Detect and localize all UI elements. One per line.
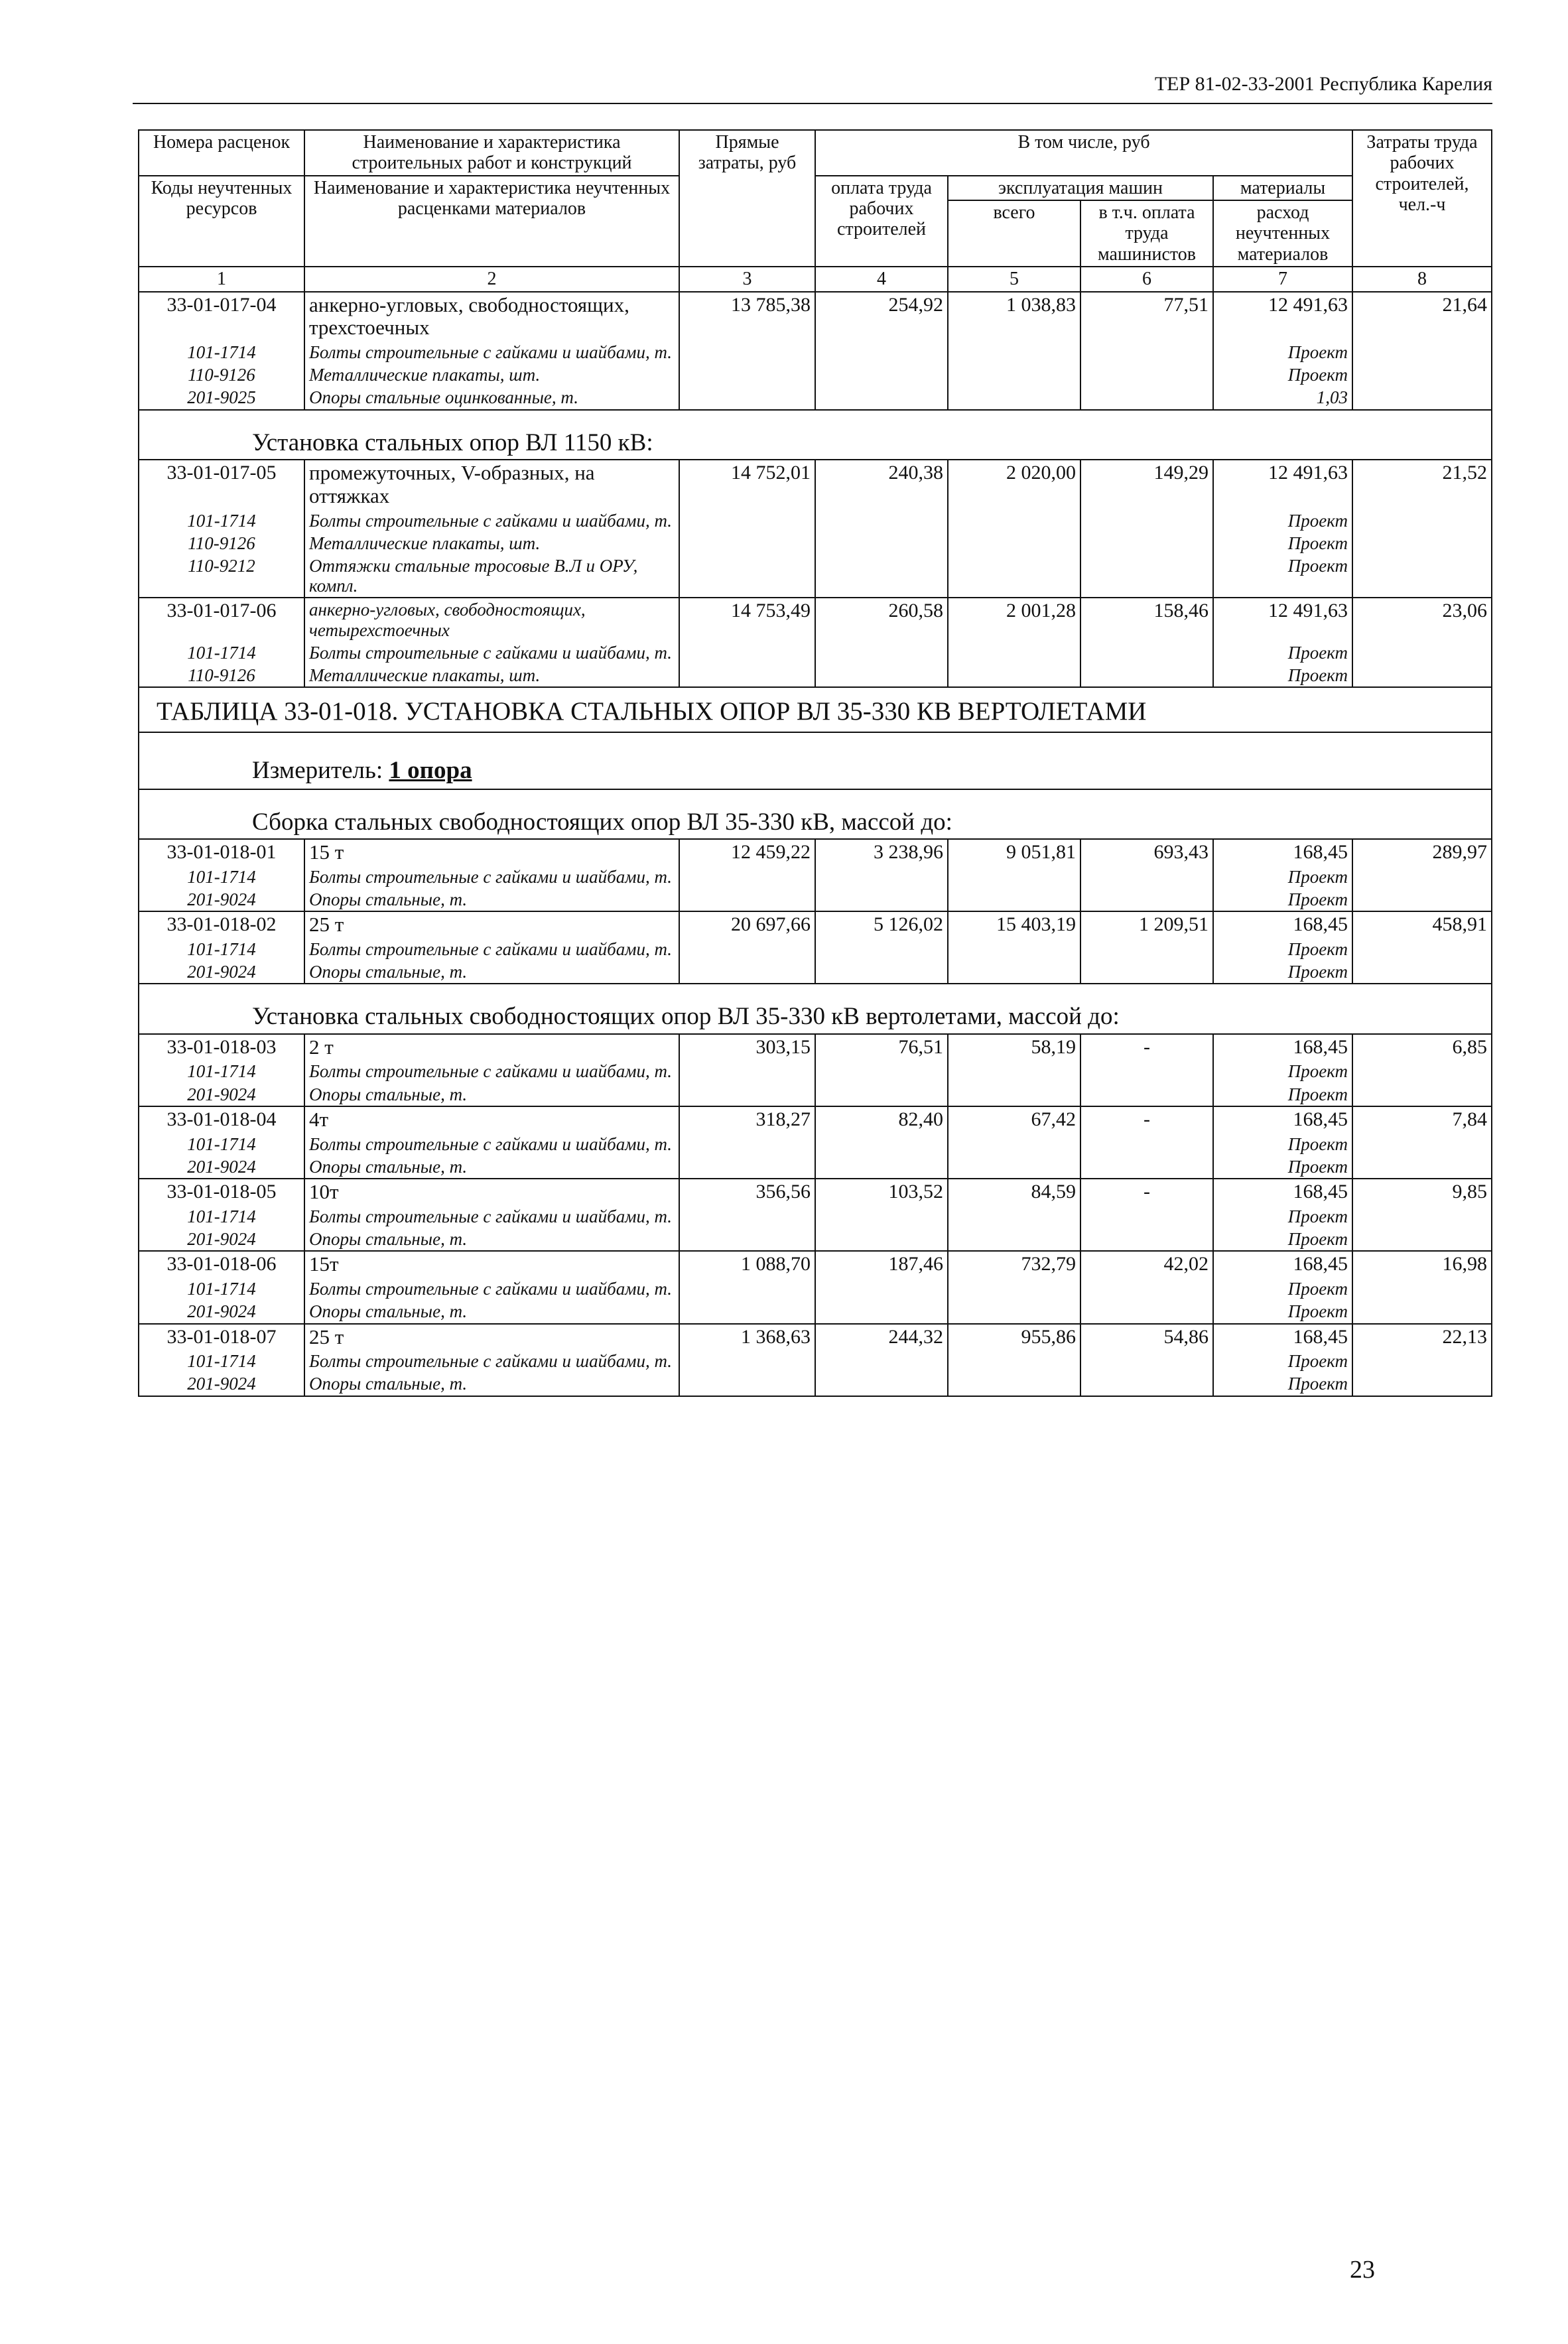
col-unaccounted-materials: расход неучтенных материалов [1213, 200, 1352, 267]
materials-value: 168,45 [1213, 911, 1352, 938]
resource-qty: Проект [1213, 866, 1352, 888]
resource-row [139, 1372, 1492, 1396]
header-rule [133, 103, 1492, 104]
resource-name: Опоры стальные, т. [304, 888, 679, 911]
meter-row [139, 732, 1492, 789]
machinist-wages: 54,86 [1080, 1324, 1213, 1350]
direct-costs: 13 785,38 [679, 292, 815, 341]
resource-row [139, 888, 1492, 911]
resource-row [139, 1300, 1492, 1323]
resource-qty: Проект [1213, 532, 1352, 554]
labor-hours: 21,64 [1352, 292, 1492, 341]
machinist-wages: - [1080, 1034, 1213, 1061]
worker-wages: 254,92 [815, 292, 948, 341]
header-row-2 [139, 176, 1492, 200]
resource-name: Болты строительные с гайками и шайбами, т. [304, 1205, 679, 1228]
resource-name: Опоры стальные, т. [304, 960, 679, 984]
labor-hours: 16,98 [1352, 1251, 1492, 1277]
work-name: 10т [304, 1179, 679, 1205]
direct-costs: 1 088,70 [679, 1251, 815, 1277]
resource-qty: 1,03 [1213, 386, 1352, 409]
resource-row [139, 1060, 1492, 1082]
machines-total: 67,42 [948, 1106, 1080, 1133]
resource-row [139, 664, 1492, 687]
work-name: 25 т [304, 911, 679, 938]
work-name: 15т [304, 1251, 679, 1277]
resource-qty: Проект [1213, 1277, 1352, 1300]
rate-row [139, 460, 1492, 509]
machines-total: 9 051,81 [948, 839, 1080, 866]
resource-name: Опоры стальные, т. [304, 1155, 679, 1179]
table-title-row [139, 687, 1492, 732]
materials-value: 168,45 [1213, 1179, 1352, 1205]
column-number: 8 [1352, 267, 1492, 291]
rate-code: 33-01-017-06 [139, 598, 304, 641]
resource-row [139, 960, 1492, 984]
col-work-name: Наименование и характеристика строительных работ и конструкций [304, 130, 679, 176]
materials-value: 168,45 [1213, 1251, 1352, 1277]
resource-row [139, 532, 1492, 554]
resource-code: 201-9024 [139, 888, 304, 911]
column-number: 3 [679, 267, 815, 291]
resource-name: Металлические плакаты, шт. [304, 664, 679, 687]
resource-qty: Проект [1213, 1133, 1352, 1155]
resource-qty: Проект [1213, 641, 1352, 664]
resource-qty: Проект [1213, 509, 1352, 532]
resource-row [139, 866, 1492, 888]
direct-costs: 12 459,22 [679, 839, 815, 866]
resource-code: 201-9024 [139, 1228, 304, 1251]
resource-code: 201-9024 [139, 1372, 304, 1396]
resource-name: Болты строительные с гайками и шайбами, т. [304, 1277, 679, 1300]
resource-name: Опоры стальные, т. [304, 1228, 679, 1251]
section-heading-row [139, 789, 1492, 839]
resource-name: Болты строительные с гайками и шайбами, т. [304, 341, 679, 363]
machines-total: 1 038,83 [948, 292, 1080, 341]
resource-qty: Проект [1213, 888, 1352, 911]
resource-row [139, 554, 1492, 598]
direct-costs: 14 752,01 [679, 460, 815, 509]
materials-value: 12 491,63 [1213, 598, 1352, 641]
resource-row [139, 1205, 1492, 1228]
worker-wages: 5 126,02 [815, 911, 948, 938]
resource-row [139, 509, 1492, 532]
machines-total: 58,19 [948, 1034, 1080, 1061]
rate-row [139, 839, 1492, 866]
meter [139, 732, 1492, 789]
column-number: 7 [1213, 267, 1352, 291]
column-number: 1 [139, 267, 304, 291]
col-worker-wages: оплата труда рабочих строителей [815, 176, 948, 267]
col-group-including: В том числе, руб [815, 130, 1352, 176]
resource-name: Болты строительные с гайками и шайбами, т. [304, 1060, 679, 1082]
resource-row [139, 1155, 1492, 1179]
worker-wages: 260,58 [815, 598, 948, 641]
direct-costs: 356,56 [679, 1179, 815, 1205]
resource-code: 101-1714 [139, 1277, 304, 1300]
rate-row [139, 292, 1492, 341]
rate-code: 33-01-018-07 [139, 1324, 304, 1350]
machines-total: 15 403,19 [948, 911, 1080, 938]
labor-hours: 21,52 [1352, 460, 1492, 509]
resource-row [139, 1133, 1492, 1155]
resource-name: Оттяжки стальные тросовые В.Л и ОРУ, компл. [304, 554, 679, 598]
resource-qty: Проект [1213, 363, 1352, 386]
rate-code: 33-01-018-01 [139, 839, 304, 866]
resource-code: 110-9212 [139, 554, 304, 598]
resource-qty: Проект [1213, 1372, 1352, 1396]
column-number: 5 [948, 267, 1080, 291]
column-number: 2 [304, 267, 679, 291]
resource-qty: Проект [1213, 341, 1352, 363]
resource-code: 110-9126 [139, 664, 304, 687]
section-title: Установка стальных свободностоящих опор ВЛ 35-330 кВ вертолетами, массой до: [139, 984, 1492, 1033]
work-name: 2 т [304, 1034, 679, 1061]
section-title: Сборка стальных свободностоящих опор ВЛ 35-330 кВ, массой до: [139, 789, 1492, 839]
resource-code: 110-9126 [139, 363, 304, 386]
resource-qty: Проект [1213, 664, 1352, 687]
section-title: Установка стальных опор ВЛ 1150 кВ: [139, 410, 1492, 460]
resource-row [139, 938, 1492, 960]
section-heading-row [139, 984, 1492, 1033]
resource-name: Болты строительные с гайками и шайбами, т. [304, 938, 679, 960]
resource-code: 101-1714 [139, 866, 304, 888]
resource-qty: Проект [1213, 1155, 1352, 1179]
machinist-wages: - [1080, 1106, 1213, 1133]
labor-hours: 9,85 [1352, 1179, 1492, 1205]
resource-row [139, 386, 1492, 409]
work-name: анкерно-угловых, свободностоящих, четырехстоечных [304, 598, 679, 641]
meter-label: Измеритель: [252, 757, 383, 785]
materials-value: 12 491,63 [1213, 292, 1352, 341]
resource-row [139, 1350, 1492, 1372]
column-number-row [139, 267, 1492, 291]
page-number: 23 [1350, 2256, 1375, 2284]
resource-qty: Проект [1213, 960, 1352, 984]
worker-wages: 187,46 [815, 1251, 948, 1277]
materials-value: 12 491,63 [1213, 460, 1352, 509]
rate-row [139, 598, 1492, 641]
column-number: 6 [1080, 267, 1213, 291]
worker-wages: 244,32 [815, 1324, 948, 1350]
rate-row [139, 1251, 1492, 1277]
resource-code: 201-9024 [139, 1155, 304, 1179]
rate-row [139, 1106, 1492, 1133]
resource-name: Болты строительные с гайками и шайбами, т. [304, 641, 679, 664]
col-machine-operation: эксплуатация машин [948, 176, 1213, 200]
resource-name: Болты строительные с гайками и шайбами, т. [304, 1350, 679, 1372]
direct-costs: 303,15 [679, 1034, 815, 1061]
materials-value: 168,45 [1213, 839, 1352, 866]
materials-value: 168,45 [1213, 1106, 1352, 1133]
machines-total: 2 020,00 [948, 460, 1080, 509]
resource-qty: Проект [1213, 1083, 1352, 1106]
resource-row [139, 1228, 1492, 1251]
worker-wages: 82,40 [815, 1106, 948, 1133]
col-machinist-wages: в т.ч. оплата труда машинистов [1080, 200, 1213, 267]
machinist-wages: 158,46 [1080, 598, 1213, 641]
work-name: 4т [304, 1106, 679, 1133]
rates-table [138, 129, 1492, 1397]
resource-code: 101-1714 [139, 938, 304, 960]
machinist-wages: 693,43 [1080, 839, 1213, 866]
resource-code: 110-9126 [139, 532, 304, 554]
labor-hours: 23,06 [1352, 598, 1492, 641]
rate-row [139, 1179, 1492, 1205]
col-rate-number: Номера расценок [139, 130, 304, 176]
rate-code: 33-01-018-05 [139, 1179, 304, 1205]
labor-hours: 6,85 [1352, 1034, 1492, 1061]
resource-qty: Проект [1213, 1205, 1352, 1228]
work-name: промежуточных, V-образных, на оттяжках [304, 460, 679, 509]
rate-row [139, 1324, 1492, 1350]
rate-code: 33-01-017-05 [139, 460, 304, 509]
col-materials: материалы [1213, 176, 1352, 200]
machinist-wages: - [1080, 1179, 1213, 1205]
resource-row [139, 341, 1492, 363]
resource-code: 201-9024 [139, 1083, 304, 1106]
resource-code: 101-1714 [139, 1205, 304, 1228]
resource-code: 101-1714 [139, 1133, 304, 1155]
labor-hours: 22,13 [1352, 1324, 1492, 1350]
resource-qty: Проект [1213, 1228, 1352, 1251]
resource-row [139, 363, 1492, 386]
resource-qty: Проект [1213, 1350, 1352, 1372]
resource-code: 101-1714 [139, 1350, 304, 1372]
materials-value: 168,45 [1213, 1034, 1352, 1061]
resource-code: 101-1714 [139, 509, 304, 532]
rate-row [139, 911, 1492, 938]
col-resource-code: Коды неучтенных ресурсов [139, 176, 304, 267]
col-resource-name: Наименование и характеристика неучтенных расценками материалов [304, 176, 679, 267]
meter-value: 1 опора [389, 757, 472, 785]
resource-name: Болты строительные с гайками и шайбами, т. [304, 509, 679, 532]
resource-qty: Проект [1213, 938, 1352, 960]
header-row-1 [139, 130, 1492, 176]
resource-name: Болты строительные с гайками и шайбами, т. [304, 1133, 679, 1155]
resource-name: Опоры стальные оцинкованные, т. [304, 386, 679, 409]
direct-costs: 318,27 [679, 1106, 815, 1133]
machines-total: 2 001,28 [948, 598, 1080, 641]
labor-hours: 289,97 [1352, 839, 1492, 866]
direct-costs: 1 368,63 [679, 1324, 815, 1350]
resource-name: Опоры стальные, т. [304, 1372, 679, 1396]
col-direct-costs: Прямые затраты, руб [679, 130, 815, 267]
labor-hours: 458,91 [1352, 911, 1492, 938]
col-machines-total: всего [948, 200, 1080, 267]
resource-name: Опоры стальные, т. [304, 1083, 679, 1106]
labor-hours: 7,84 [1352, 1106, 1492, 1133]
column-number: 4 [815, 267, 948, 291]
machines-total: 84,59 [948, 1179, 1080, 1205]
machinist-wages: 77,51 [1080, 292, 1213, 341]
rate-row [139, 1034, 1492, 1061]
section-heading-row [139, 410, 1492, 460]
machinist-wages: 1 209,51 [1080, 911, 1213, 938]
resource-name: Металлические плакаты, шт. [304, 363, 679, 386]
resource-row [139, 1083, 1492, 1106]
worker-wages: 3 238,96 [815, 839, 948, 866]
resource-row [139, 1277, 1492, 1300]
work-name: анкерно-угловых, свободностоящих, трехстоечных [304, 292, 679, 341]
resource-qty: Проект [1213, 1060, 1352, 1082]
worker-wages: 103,52 [815, 1179, 948, 1205]
rate-code: 33-01-017-04 [139, 292, 304, 341]
materials-value: 168,45 [1213, 1324, 1352, 1350]
resource-row [139, 641, 1492, 664]
worker-wages: 240,38 [815, 460, 948, 509]
machines-total: 955,86 [948, 1324, 1080, 1350]
resource-code: 101-1714 [139, 1060, 304, 1082]
resource-code: 201-9024 [139, 1300, 304, 1323]
table-title: ТАБЛИЦА 33-01-018. УСТАНОВКА СТАЛЬНЫХ ОПОР ВЛ 35-330 КВ ВЕРТОЛЕТАМИ [139, 687, 1492, 732]
work-name: 15 т [304, 839, 679, 866]
machinist-wages: 42,02 [1080, 1251, 1213, 1277]
resource-name: Металлические плакаты, шт. [304, 532, 679, 554]
rate-code: 33-01-018-04 [139, 1106, 304, 1133]
rate-code: 33-01-018-06 [139, 1251, 304, 1277]
rate-code: 33-01-018-03 [139, 1034, 304, 1061]
resource-code: 201-9024 [139, 960, 304, 984]
resource-qty: Проект [1213, 1300, 1352, 1323]
resource-code: 101-1714 [139, 641, 304, 664]
running-title: ТЕР 81-02-33-2001 Республика Карелия [1154, 73, 1492, 95]
worker-wages: 76,51 [815, 1034, 948, 1061]
machinist-wages: 149,29 [1080, 460, 1213, 509]
col-labor-hours: Затраты труда рабочих строителей, чел.-ч [1352, 130, 1492, 267]
resource-code: 201-9025 [139, 386, 304, 409]
direct-costs: 20 697,66 [679, 911, 815, 938]
resource-name: Болты строительные с гайками и шайбами, т. [304, 866, 679, 888]
direct-costs: 14 753,49 [679, 598, 815, 641]
work-name: 25 т [304, 1324, 679, 1350]
machines-total: 732,79 [948, 1251, 1080, 1277]
rate-code: 33-01-018-02 [139, 911, 304, 938]
resource-name: Опоры стальные, т. [304, 1300, 679, 1323]
resource-qty: Проект [1213, 554, 1352, 598]
resource-code: 101-1714 [139, 341, 304, 363]
